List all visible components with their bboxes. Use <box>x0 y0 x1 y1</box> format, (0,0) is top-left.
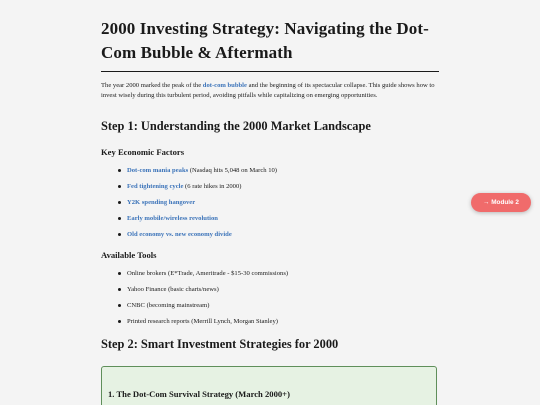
list-item <box>101 198 439 207</box>
step2-heading: Step 2: Smart Investment Strategies for 2000 <box>101 336 339 351</box>
strategy-box-title: 1. The Dot-Com Survival Strategy (March 2000+) <box>108 388 290 399</box>
list-item: Yahoo Finance (basic charts/news) <box>101 285 439 294</box>
list-item <box>101 182 439 191</box>
tools-list <box>101 269 439 326</box>
factor-detail: (6 rate hikes in 2000) <box>183 182 242 190</box>
factors-list <box>101 166 439 239</box>
intro-highlight-dot-com-bubble: dot-com bubble <box>202 82 247 89</box>
module-2-button[interactable]: → Module 2 <box>471 193 531 212</box>
factor-label[interactable]: Early mobile/wireless revolution <box>127 214 218 222</box>
intro-text-after: and the beginning of its spectacular collapse. This guide shows how to invest wisely during this turbulent period, avoiding pitfalls while capitalizing on emerging opportunities. <box>101 82 435 100</box>
factor-label[interactable]: Y2K spending hangover <box>127 198 196 206</box>
factor-label[interactable]: Fed tightening cycle <box>127 182 184 190</box>
step1-heading: Step 1: Understanding the 2000 Market Landscape <box>101 118 371 133</box>
list-item <box>101 230 439 239</box>
factors-heading: Key Economic Factors <box>101 146 185 157</box>
intro-paragraph <box>101 81 439 102</box>
article <box>101 17 439 405</box>
title-divider <box>101 71 439 72</box>
intro-text-before: The year 2000 marked the peak of the <box>101 82 203 89</box>
list-item: CNBC (becoming mainstream) <box>101 301 439 310</box>
page-title: 2000 Investing Strategy: Navigating the Dot-Com Bubble & Aftermath <box>101 19 429 62</box>
factor-label[interactable]: Dot-com mania peaks <box>127 166 189 174</box>
factor-label[interactable]: Old economy vs. new economy divide <box>127 230 232 238</box>
factor-detail: (Nasdaq hits 5,048 on March 10) <box>188 166 278 174</box>
list-item: Online brokers (E*Trade, Ameritrade - $15-30 commissions) <box>101 269 439 278</box>
tools-heading: Available Tools <box>101 249 157 260</box>
list-item <box>101 166 439 175</box>
strategy-box <box>101 366 437 405</box>
list-item <box>101 214 439 223</box>
list-item: Printed research reports (Merrill Lynch, Morgan Stanley) <box>101 317 439 326</box>
